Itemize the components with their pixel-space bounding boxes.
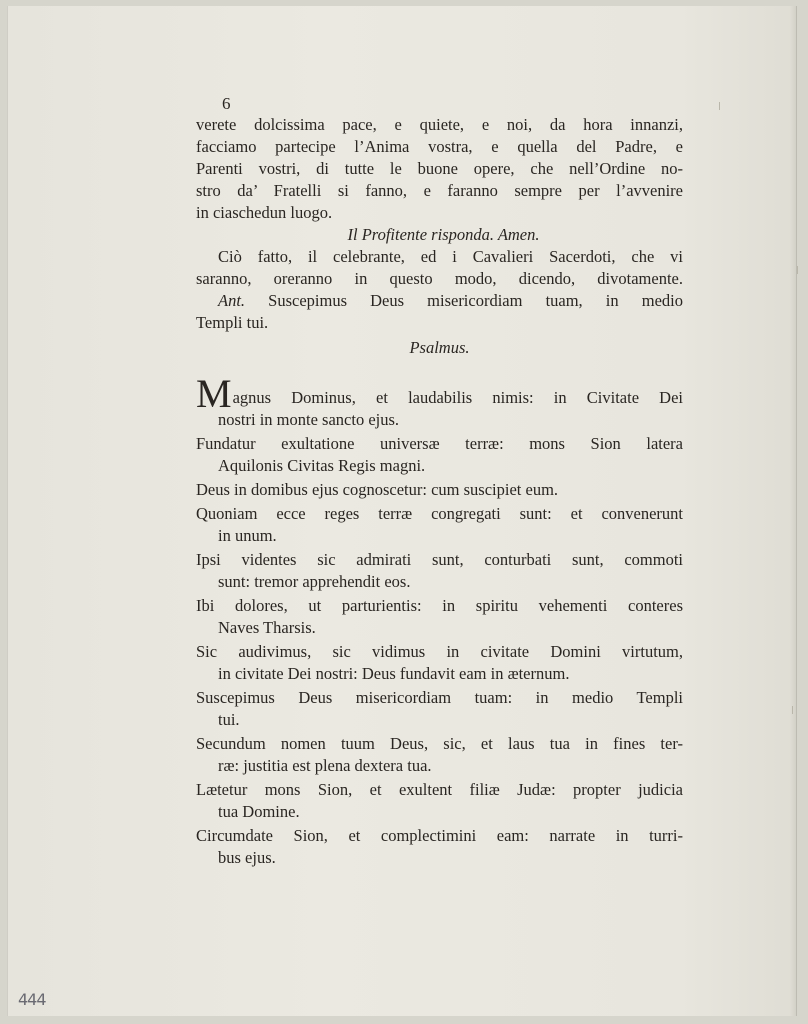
celebrant-line: saranno, oreranno in questo modo, dicendo, divotamente. (196, 269, 683, 288)
psalm-verse-line: Fundatur exultatione universæ terræ: mons Sion latera (196, 434, 683, 453)
prose-line: verete dolcissima pace, e quiete, e noi, da hora innanzi, (196, 115, 683, 134)
prose-line: Parenti vostri, di tutte le buone opere, che nell’Ordine no- (196, 159, 683, 178)
psalm-verse-line: Deus in domibus ejus cognoscetur: cum suscipiet eum. (196, 480, 559, 499)
psalm-verse (196, 503, 683, 547)
psalm-verse-continuation: in unum. (218, 526, 277, 545)
page-edge-shadow (790, 6, 796, 1016)
psalm-verse-continuation: sunt: tremor apprehendit eos. (218, 572, 411, 591)
psalm-verses (196, 433, 683, 869)
psalm-verse (196, 687, 683, 731)
celebrant-line: Ciò fatto, il celebrante, ed i Cavalieri Sacerdoti, che vi (218, 247, 683, 266)
antiphon-text: Suscepimus Deus misericordiam tuam, in medio (268, 291, 683, 310)
psalm-verse (196, 433, 683, 477)
psalm-heading: Psalmus. (409, 338, 470, 357)
psalm-verse-line: Suscepimus Deus misericordiam tuam: in medio Templi (196, 688, 683, 707)
drop-cap: M (196, 371, 232, 416)
psalm-verse (196, 779, 683, 823)
psalm-verse-continuation: Aquilonis Civitas Regis magni. (218, 456, 426, 475)
psalm-verse-continuation: in civitate Dei nostri: Deus fundavit eam in æternum. (218, 664, 570, 683)
psalm-first-line-text: agnus Dominus, et laudabilis nimis: in Civitate Dei (232, 388, 683, 407)
psalm-verse-continuation: ræ: justitia est plena dextera tua. (218, 756, 432, 775)
antiphon (196, 290, 683, 334)
psalm-verse (196, 549, 683, 593)
psalm-verse-continuation: tui. (218, 710, 240, 729)
psalm-verse-line (196, 371, 683, 416)
psalm-verse-line: Secundum nomen tuum Deus, sic, et laus tua in fines ter- (196, 734, 683, 753)
prose-line: stro da’ Fratelli si fanno, e faranno sempre per l’avvenire (196, 181, 683, 200)
psalm-verse-continuation: tua Domine. (218, 802, 300, 821)
paper-mark (719, 102, 720, 110)
psalm-verse (196, 733, 683, 777)
celebrant-paragraph (196, 246, 683, 290)
psalm-verse (196, 825, 683, 869)
psalm-verse (196, 479, 683, 501)
paper-mark (792, 706, 793, 714)
psalm-verse-line: Quoniam ecce reges terræ congregati sunt: et convenerunt (196, 504, 683, 523)
psalm-verse-continuation: nostri in monte sancto ejus. (218, 410, 400, 429)
psalm-verse-continuation: Naves Tharsis. (218, 618, 316, 637)
rubric-line: Il Profitente risponda. Amen. (347, 225, 540, 244)
prose-line: in ciaschedun luogo. (196, 203, 333, 222)
antiphon-label: Ant. (218, 291, 246, 310)
handwritten-folio-mark: 444 (18, 990, 46, 1009)
prose-line: facciamo partecipe l’Anima vostra, e quella del Padre, e (196, 137, 683, 156)
antiphon-line: Templi tui. (196, 313, 269, 332)
psalm-verse-line: Lætetur mons Sion, et exultent filiæ Judæ: propter judicia (196, 780, 683, 799)
antiphon-line (196, 290, 683, 312)
psalm-verse-line: Sic audivimus, sic vidimus in civitate Domini virtutum, (196, 642, 683, 661)
psalm-verse-line: Ibi dolores, ut parturientis: in spiritu vehementi conteres (196, 596, 683, 615)
psalm-verse-line: Circumdate Sion, et complectimini eam: narrate in turri- (196, 826, 683, 845)
page-number: 6 (222, 94, 231, 113)
psalm-verse (196, 595, 683, 639)
psalm-verse-continuation: bus ejus. (218, 848, 276, 867)
text-block (196, 92, 683, 869)
prose-paragraph (196, 114, 683, 224)
psalm-verse-line: Ipsi videntes sic admirati sunt, conturbati sunt, commoti (196, 550, 683, 569)
psalm-verse (196, 641, 683, 685)
paper-mark (797, 266, 798, 274)
psalm-verse (196, 371, 683, 431)
